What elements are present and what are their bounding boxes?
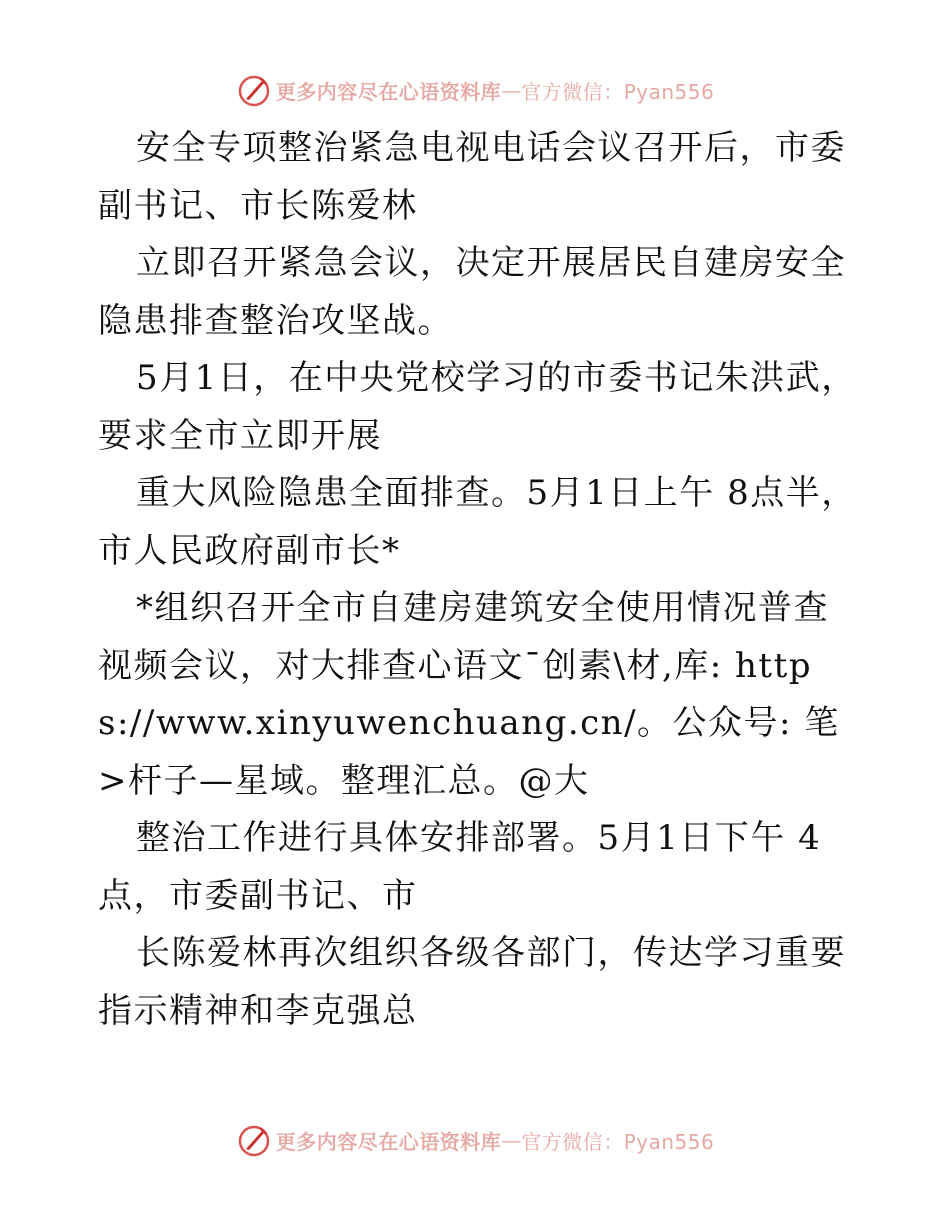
paragraph: 安全专项整治紧急电视电话会议召开后，市委副书记、市长陈爱林 <box>98 128 846 226</box>
paragraph: 重大风险隐患全面排查。5月1日上午 8点半，市人民政府副市长* <box>98 473 857 571</box>
paragraph: *组织召开全市自建房建筑安全使用情况普查视频会议，对大排查心语文¯创素\材,库: https://www.xinyuwenchuang.cn/。公众号: 笔>杆子—星域。整理汇总。@大 <box>98 588 840 801</box>
paragraph: 长陈爱林再次组织各级各部门，传达学习重要指示精神和李克强总 <box>98 933 846 1031</box>
quill-seal-logo-icon <box>236 72 272 108</box>
document-body <box>98 120 858 1040</box>
paragraph: 5月1日，在中央党校学习的市委书记朱洪武，要求全市立即开展 <box>98 358 857 456</box>
watermark-separator: — <box>501 1128 522 1152</box>
paragraph: 立即召开紧急会议，决定开展居民自建房安全隐患排查整治攻坚战。 <box>98 243 846 341</box>
watermark-main-text: 更多内容尽在心语资料库 <box>275 1129 502 1154</box>
footer-watermark <box>0 1120 950 1160</box>
watermark-main-text: 更多内容尽在心语资料库 <box>275 79 502 104</box>
watermark-contact-text: 官方微信：Pyan556 <box>521 1129 715 1154</box>
header-watermark <box>0 70 950 110</box>
watermark-separator: — <box>501 78 522 102</box>
watermark-contact-text: 官方微信：Pyan556 <box>521 79 715 104</box>
paragraph: 整治工作进行具体安排部署。5月1日下午 4点，市委副书记、市 <box>98 818 822 916</box>
quill-seal-logo-icon <box>236 1122 272 1158</box>
